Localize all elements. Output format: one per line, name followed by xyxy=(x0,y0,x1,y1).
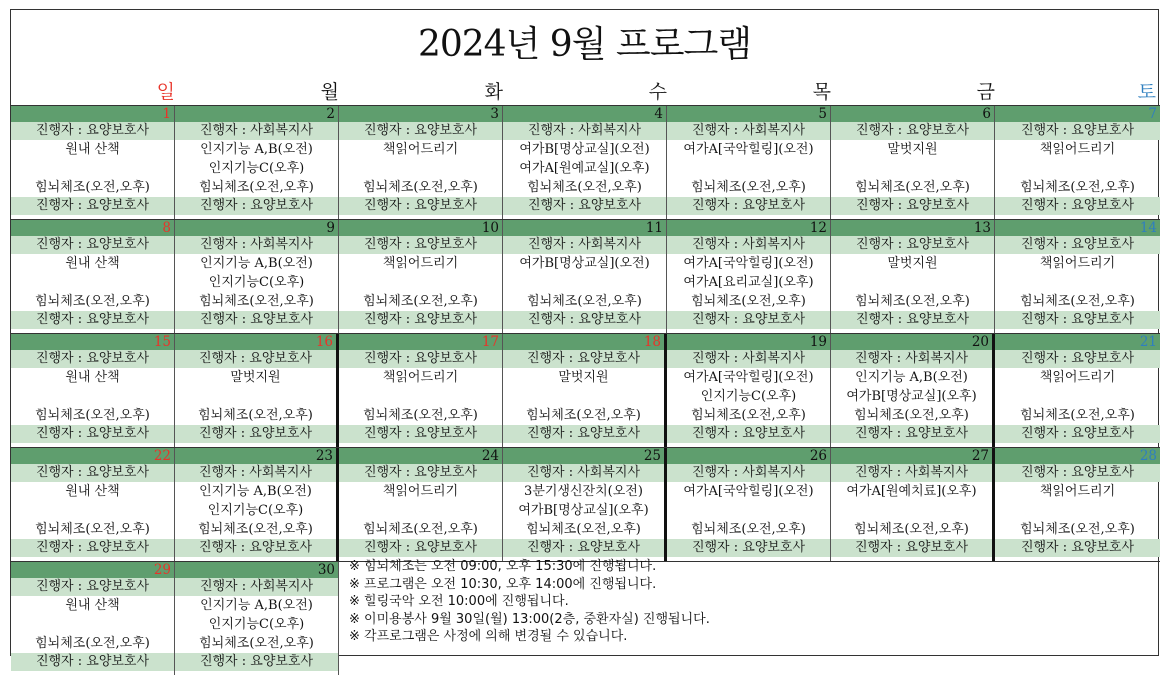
date-number: 5 xyxy=(667,106,830,122)
day-cell xyxy=(175,448,339,561)
calendar-week xyxy=(11,333,1160,447)
exercise-item: 힘뇌체조(오전,오후) xyxy=(199,180,314,195)
day-cell xyxy=(339,448,503,561)
day-cell xyxy=(995,106,1160,219)
calendar-week xyxy=(11,447,1160,561)
exercise-item: 힘뇌체조(오전,오후) xyxy=(527,294,642,309)
date-number: 16 xyxy=(175,334,336,350)
note-line: ※ 힐링국악 오전 10:00에 진행됩니다. xyxy=(349,594,569,609)
staff-label: 진행자 : 요양보호사 xyxy=(995,197,1160,215)
program-item: 책읽어드리기 xyxy=(1039,142,1116,157)
exercise-item: 힘뇌체조(오전,오후) xyxy=(35,522,150,537)
staff-label: 진행자 : 요양보호사 xyxy=(503,350,664,368)
exercise-item: 힘뇌체조(오전,오후) xyxy=(855,294,970,309)
program-item: 3분기생신잔치(오전) xyxy=(524,484,643,499)
exercise-item: 힘뇌체조(오전,오후) xyxy=(35,180,150,195)
exercise-item: 힘뇌체조(오전,오후) xyxy=(198,522,313,537)
date-number: 11 xyxy=(503,220,666,236)
exercise-item: 힘뇌체조(오전,오후) xyxy=(526,408,641,423)
program-item xyxy=(995,273,1160,292)
staff-label: 진행자 : 요양보호사 xyxy=(503,197,666,215)
day-cell xyxy=(339,220,503,333)
staff-label: 진행자 : 요양보호사 xyxy=(667,539,830,557)
staff-label: 진행자 : 요양보호사 xyxy=(11,653,174,671)
day-cell xyxy=(339,106,503,219)
day-cell xyxy=(11,106,175,219)
weekday-label: 금 xyxy=(976,81,995,103)
date-number: 30 xyxy=(175,562,338,578)
staff-label: 진행자 : 요양보호사 xyxy=(11,425,174,443)
exercise-item: 힘뇌체조(오전,오후) xyxy=(1020,522,1135,537)
program-item xyxy=(667,501,830,520)
exercise-item: 힘뇌체조(오전,오후) xyxy=(1020,294,1135,309)
staff-label: 진행자 : 사회복지사 xyxy=(831,464,992,482)
program-item: 여가B[명상교실](오전) xyxy=(519,256,650,271)
date-number: 20 xyxy=(831,334,992,350)
program-item: 인지기능 A,B(오전) xyxy=(199,484,312,499)
note-line: ※ 힘뇌체조는 오전 09:00, 오후 15:30에 진행됩니다. xyxy=(349,559,657,574)
exercise-item: 힘뇌체조(오전,오후) xyxy=(363,522,478,537)
staff-label: 진행자 : 요양보호사 xyxy=(339,236,502,254)
staff-label: 진행자 : 요양보호사 xyxy=(175,425,336,443)
day-cell xyxy=(11,334,175,447)
staff-label: 진행자 : 요양보호사 xyxy=(11,350,174,368)
program-item: 원내 산책 xyxy=(65,142,120,157)
staff-label: 진행자 : 요양보호사 xyxy=(667,425,830,443)
exercise-item: 힘뇌체조(오전,오후) xyxy=(854,522,969,537)
date-number: 27 xyxy=(831,448,992,464)
program-item xyxy=(503,387,664,406)
day-cell xyxy=(175,220,339,333)
program-item: 책읽어드리기 xyxy=(382,256,459,271)
staff-label: 진행자 : 요양보호사 xyxy=(831,311,994,329)
program-item xyxy=(831,501,992,520)
program-item: 여가A[국악힐링](오전) xyxy=(683,484,814,499)
staff-label: 진행자 : 요양보호사 xyxy=(11,122,174,140)
exercise-item: 힘뇌체조(오전,오후) xyxy=(691,180,806,195)
day-cell xyxy=(175,562,339,675)
day-cell xyxy=(503,106,667,219)
staff-label: 진행자 : 사회복지사 xyxy=(175,236,338,254)
date-number: 17 xyxy=(339,334,502,350)
exercise-item: 힘뇌체조(오전,오후) xyxy=(363,294,478,309)
exercise-item: 힘뇌체조(오전,오후) xyxy=(526,522,641,537)
staff-label: 진행자 : 사회복지사 xyxy=(667,464,830,482)
date-number: 1 xyxy=(11,106,174,122)
exercise-item: 힘뇌체조(오전,오후) xyxy=(198,408,313,423)
staff-label: 진행자 : 요양보호사 xyxy=(339,425,502,443)
day-cell xyxy=(995,448,1160,561)
weekday-label: 화 xyxy=(484,81,503,103)
staff-label: 진행자 : 요양보호사 xyxy=(503,311,666,329)
staff-label: 진행자 : 요양보호사 xyxy=(995,311,1160,329)
program-item: 말벗지원 xyxy=(558,370,609,385)
date-number: 13 xyxy=(831,220,994,236)
program-item: 말벗지원 xyxy=(230,370,281,385)
program-item: 여가B[명상교실](오후) xyxy=(846,389,977,404)
date-number: 6 xyxy=(831,106,994,122)
date-number: 26 xyxy=(667,448,830,464)
program-item: 인지기능 A,B(오전) xyxy=(855,370,968,385)
exercise-item: 힘뇌체조(오전,오후) xyxy=(363,408,478,423)
staff-label: 진행자 : 사회복지사 xyxy=(503,236,666,254)
exercise-item: 힘뇌체조(오전,오후) xyxy=(854,408,969,423)
date-number: 24 xyxy=(339,448,502,464)
program-item xyxy=(339,387,502,406)
exercise-item: 힘뇌체조(오전,오후) xyxy=(691,294,806,309)
day-cell xyxy=(667,220,831,333)
program-item: 인지기능C(오후) xyxy=(207,503,304,518)
staff-label: 진행자 : 사회복지사 xyxy=(831,350,992,368)
day-cell xyxy=(503,220,667,333)
staff-label: 진행자 : 사회복지사 xyxy=(667,350,830,368)
day-cell xyxy=(667,334,831,447)
date-number: 12 xyxy=(667,220,830,236)
notes-section xyxy=(349,558,710,646)
program-item: 원내 산책 xyxy=(65,598,120,613)
program-item xyxy=(11,387,174,406)
date-number: 2 xyxy=(175,106,338,122)
date-number: 21 xyxy=(995,334,1160,350)
exercise-item: 힘뇌체조(오전,오후) xyxy=(691,408,806,423)
calendar-week xyxy=(11,105,1160,219)
staff-label: 진행자 : 요양보호사 xyxy=(339,464,502,482)
staff-label: 진행자 : 요양보호사 xyxy=(175,197,338,215)
staff-label: 진행자 : 요양보호사 xyxy=(11,464,174,482)
exercise-item: 힘뇌체조(오전,오후) xyxy=(691,522,806,537)
staff-label: 진행자 : 요양보호사 xyxy=(175,653,338,671)
day-cell xyxy=(11,448,175,561)
staff-label: 진행자 : 요양보호사 xyxy=(831,236,994,254)
program-item: 여가B[명상교실](오전) xyxy=(519,142,650,157)
staff-label: 진행자 : 요양보호사 xyxy=(11,197,174,215)
program-item xyxy=(995,159,1160,178)
staff-label: 진행자 : 요양보호사 xyxy=(503,539,664,557)
staff-label: 진행자 : 사회복지사 xyxy=(503,464,664,482)
day-cell xyxy=(11,562,175,675)
day-cell xyxy=(175,334,339,447)
date-number: 3 xyxy=(339,106,502,122)
staff-label: 진행자 : 요양보호사 xyxy=(11,311,174,329)
program-item: 인지기능 A,B(오전) xyxy=(200,142,313,157)
staff-label: 진행자 : 요양보호사 xyxy=(175,311,338,329)
program-item: 인지기능C(오후) xyxy=(208,161,305,176)
staff-label: 진행자 : 사회복지사 xyxy=(175,464,336,482)
staff-label: 진행자 : 요양보호사 xyxy=(831,197,994,215)
calendar-frame xyxy=(10,9,1159,669)
program-item xyxy=(667,159,830,178)
staff-label: 진행자 : 사회복지사 xyxy=(503,122,666,140)
weekday-label: 토 xyxy=(1137,81,1156,103)
program-item xyxy=(339,159,502,178)
staff-label: 진행자 : 요양보호사 xyxy=(339,350,502,368)
staff-label: 진행자 : 요양보호사 xyxy=(831,122,994,140)
program-item: 인지기능 A,B(오전) xyxy=(200,598,313,613)
date-number: 28 xyxy=(995,448,1160,464)
exercise-item: 힘뇌체조(오전,오후) xyxy=(855,180,970,195)
program-item xyxy=(339,273,502,292)
exercise-item: 힘뇌체조(오전,오후) xyxy=(199,294,314,309)
staff-label: 진행자 : 요양보호사 xyxy=(667,311,830,329)
day-cell xyxy=(175,106,339,219)
staff-label: 진행자 : 요양보호사 xyxy=(339,197,502,215)
date-number: 18 xyxy=(503,334,664,350)
day-cell xyxy=(831,106,995,219)
weekday-label: 목 xyxy=(812,81,831,103)
date-number: 8 xyxy=(11,220,174,236)
calendar-week xyxy=(11,219,1160,333)
date-number: 10 xyxy=(339,220,502,236)
program-item: 여가A[국악힐링](오전) xyxy=(683,370,814,385)
staff-label: 진행자 : 사회복지사 xyxy=(175,122,338,140)
program-item: 책읽어드리기 xyxy=(382,142,459,157)
date-number: 7 xyxy=(995,106,1160,122)
date-number: 19 xyxy=(667,334,830,350)
program-item xyxy=(995,501,1160,520)
program-item: 책읽어드리기 xyxy=(1039,256,1116,271)
program-item xyxy=(175,387,336,406)
program-item: 여가A[국악힐링](오전) xyxy=(683,256,814,271)
date-number: 14 xyxy=(995,220,1160,236)
program-item xyxy=(11,159,174,178)
staff-label: 진행자 : 요양보호사 xyxy=(667,197,830,215)
program-item xyxy=(831,273,994,292)
program-item: 책읽어드리기 xyxy=(382,484,459,499)
day-cell xyxy=(831,448,995,561)
weekday-label: 일 xyxy=(156,81,175,103)
program-item: 말벗지원 xyxy=(887,142,938,157)
staff-label: 진행자 : 요양보호사 xyxy=(175,350,336,368)
program-item: 원내 산책 xyxy=(65,370,120,385)
staff-label: 진행자 : 사회복지사 xyxy=(667,236,830,254)
program-item: 책읽어드리기 xyxy=(1039,484,1116,499)
date-number: 22 xyxy=(11,448,174,464)
date-number: 9 xyxy=(175,220,338,236)
page-title: 2024년 9월 프로그램 xyxy=(417,24,752,65)
staff-label: 진행자 : 요양보호사 xyxy=(339,539,502,557)
program-item xyxy=(831,159,994,178)
staff-label: 진행자 : 요양보호사 xyxy=(995,425,1160,443)
date-number: 25 xyxy=(503,448,664,464)
staff-label: 진행자 : 요양보호사 xyxy=(995,539,1160,557)
program-item: 여가A[원예치료](오후) xyxy=(846,484,977,499)
date-number: 29 xyxy=(11,562,174,578)
program-item xyxy=(11,501,174,520)
program-item: 책읽어드리기 xyxy=(382,370,459,385)
program-item: 말벗지원 xyxy=(887,256,938,271)
day-cell xyxy=(995,220,1160,333)
staff-label: 진행자 : 요양보호사 xyxy=(995,236,1160,254)
staff-label: 진행자 : 요양보호사 xyxy=(995,122,1160,140)
staff-label: 진행자 : 사회복지사 xyxy=(667,122,830,140)
weekday-header xyxy=(11,80,1158,104)
program-item: 원내 산책 xyxy=(65,256,120,271)
staff-label: 진행자 : 요양보호사 xyxy=(11,539,174,557)
exercise-item: 힘뇌체조(오전,오후) xyxy=(1020,408,1135,423)
program-item: 여가A[요리교실](오후) xyxy=(683,275,814,290)
exercise-item: 힘뇌체조(오전,오후) xyxy=(35,636,150,651)
day-cell xyxy=(339,334,503,447)
program-item xyxy=(11,273,174,292)
program-item: 여가A[원예교실](오후) xyxy=(519,161,650,176)
day-cell xyxy=(667,448,831,561)
exercise-item: 힘뇌체조(오전,오후) xyxy=(199,636,314,651)
program-item: 여가B[명상교실](오후) xyxy=(518,503,649,518)
staff-label: 진행자 : 사회복지사 xyxy=(175,578,338,596)
staff-label: 진행자 : 요양보호사 xyxy=(831,539,992,557)
program-item: 인지기능 A,B(오전) xyxy=(200,256,313,271)
day-cell xyxy=(503,334,667,447)
program-item: 인지기능C(오후) xyxy=(700,389,797,404)
date-number: 4 xyxy=(503,106,666,122)
program-item xyxy=(995,387,1160,406)
program-item xyxy=(503,273,666,292)
staff-label: 진행자 : 요양보호사 xyxy=(339,311,502,329)
exercise-item: 힘뇌체조(오전,오후) xyxy=(1020,180,1135,195)
program-item: 인지기능C(오후) xyxy=(208,275,305,290)
exercise-item: 힘뇌체조(오전,오후) xyxy=(527,180,642,195)
program-item: 원내 산책 xyxy=(65,484,120,499)
staff-label: 진행자 : 요양보호사 xyxy=(11,578,174,596)
weekday-label: 월 xyxy=(320,81,339,103)
staff-label: 진행자 : 요양보호사 xyxy=(503,425,664,443)
program-item: 인지기능C(오후) xyxy=(208,617,305,632)
staff-label: 진행자 : 요양보호사 xyxy=(995,464,1160,482)
day-cell xyxy=(11,220,175,333)
note-line: ※ 프로그램은 오전 10:30, 오후 14:00에 진행됩니다. xyxy=(349,576,657,592)
staff-label: 진행자 : 요양보호사 xyxy=(995,350,1160,368)
day-cell xyxy=(995,334,1160,447)
staff-label: 진행자 : 요양보호사 xyxy=(339,122,502,140)
day-cell xyxy=(667,106,831,219)
day-cell xyxy=(831,220,995,333)
note-line: ※ 각프로그램은 사정에 의해 변경될 수 있습니다. xyxy=(349,629,628,644)
staff-label: 진행자 : 요양보호사 xyxy=(175,539,336,557)
day-cell xyxy=(503,448,667,561)
day-cell xyxy=(831,334,995,447)
program-item: 여가A[국악힐링](오전) xyxy=(683,142,814,157)
exercise-item: 힘뇌체조(오전,오후) xyxy=(35,408,150,423)
program-item xyxy=(339,501,502,520)
staff-label: 진행자 : 요양보호사 xyxy=(11,236,174,254)
program-item: 책읽어드리기 xyxy=(1039,370,1116,385)
weekday-label: 수 xyxy=(648,81,667,103)
exercise-item: 힘뇌체조(오전,오후) xyxy=(363,180,478,195)
date-number: 15 xyxy=(11,334,174,350)
program-item xyxy=(11,615,174,634)
staff-label: 진행자 : 요양보호사 xyxy=(831,425,992,443)
note-line: ※ 이미용봉사 9월 30일(월) 13:00(2층, 중환자실) 진행됩니다. xyxy=(349,611,710,627)
exercise-item: 힘뇌체조(오전,오후) xyxy=(35,294,150,309)
date-number: 23 xyxy=(175,448,336,464)
